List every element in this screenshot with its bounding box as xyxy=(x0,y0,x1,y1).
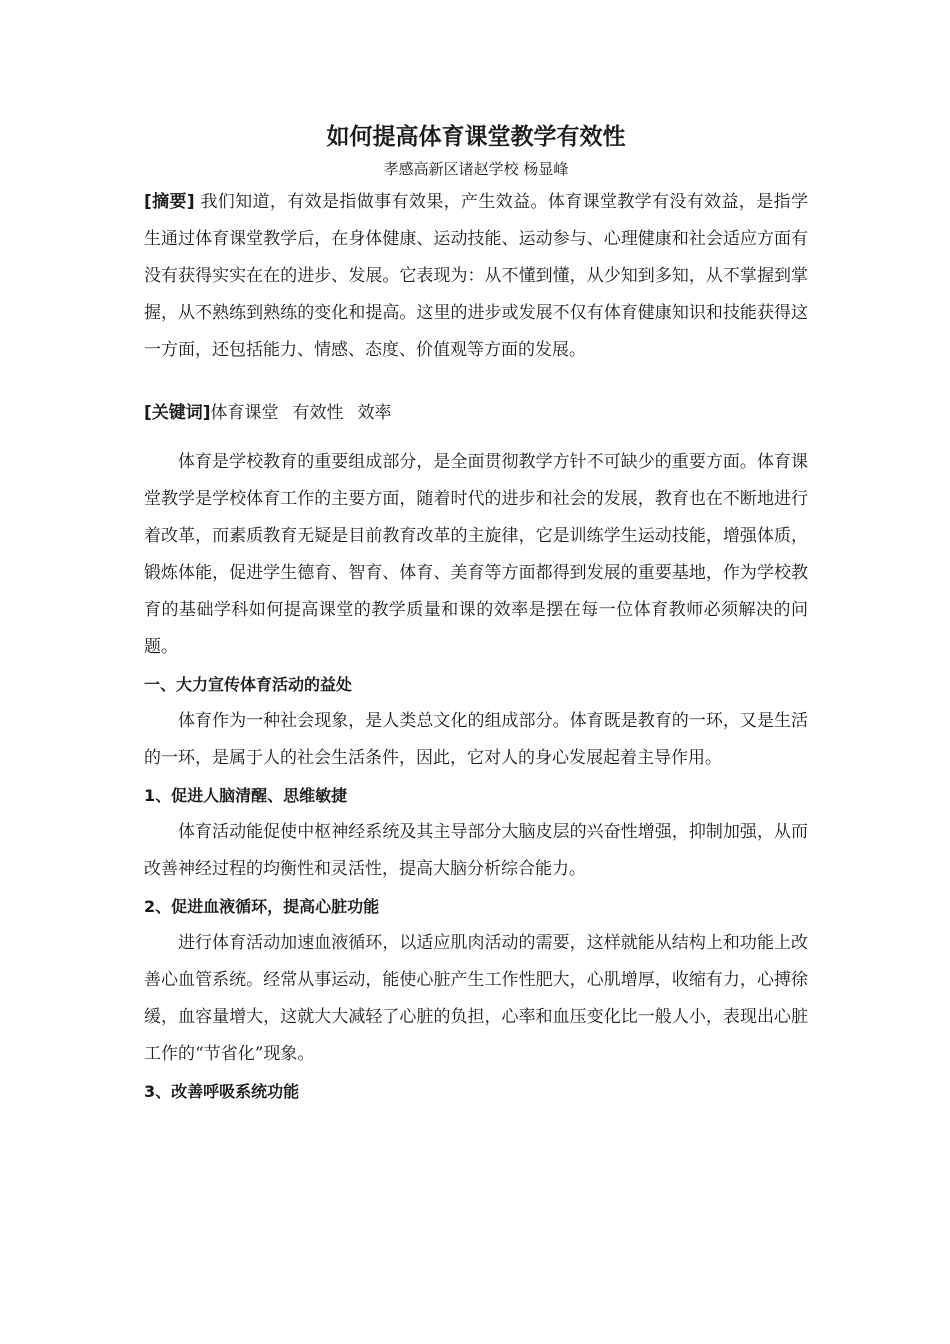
document-title: 如何提高体育课堂教学有效性 xyxy=(326,124,626,150)
keyword-item: 效率 xyxy=(357,403,392,423)
keyword-item: 体育课堂 xyxy=(210,403,279,423)
section-heading: 一、大力宣传体育活动的益处 xyxy=(144,675,353,694)
subsection-paragraph: 进行体育活动加速血液循环，以适应肌肉活动的需要，这样就能从结构上和功能上改善心血管系统。经常从事运动，能使心脏产生工作性肥大，心肌增厚，收缩有力，心搏徐缓，血容量增大，这就大大减轻了心脏的负担，心率和血压变化比一般人小，表现出心脏工作的“节省化”现象。 xyxy=(144,933,808,1064)
abstract-label: [摘要] xyxy=(144,192,195,212)
section-paragraph: 体育作为一种社会现象，是人类总文化的组成部分。体育既是教育的一环，又是生活的一环，是属于人的社会生活条件，因此，它对人的身心发展起着主导作用。 xyxy=(144,711,808,768)
spacer xyxy=(144,369,808,395)
subsection-heading: 1、促进人脑清醒、思维敏捷 xyxy=(144,786,348,805)
intro-paragraph: 体育是学校教育的重要组成部分，是全面贯彻教学方针不可缺少的重要方面。体育课堂教学是学校体育工作的主要方面，随着时代的进步和社会的发展，教育也在不断地进行着改革，而素质教育无疑是目前教育改革的主旋律，它是训练学生运动技能，增强体质，锻炼体能，促进学生德育、智育、体育、美育等方面都得到发展的重要基地，作为学校教育的基础学科如何提高课堂的教学质量和课的效率是摆在每一位体育教师必须解决的问题。 xyxy=(144,452,808,657)
abstract-paragraph xyxy=(144,184,808,369)
author-line: 孝感高新区诸赵学校 杨显峰 xyxy=(383,160,569,178)
subsection-heading: 3、改善呼吸系统功能 xyxy=(144,1082,300,1101)
subsection-paragraph: 体育活动能促使中枢神经系统及其主导部分大脑皮层的兴奋性增强，抑制加强，从而改善神经过程的均衡性和灵活性，提高大脑分析综合能力。 xyxy=(144,822,808,879)
subsection-heading: 2、促进血液循环，提高心脏功能 xyxy=(144,897,380,916)
keywords-label: [关键词] xyxy=(144,403,211,423)
document-body xyxy=(144,118,808,1110)
spacer xyxy=(144,432,808,444)
keyword-item: 有效性 xyxy=(292,403,344,423)
abstract-text: 我们知道，有效是指做事有效果，产生效益。体育课堂教学有没有效益，是指学生通过体育课堂教学后，在身体健康、运动技能、运动参与、心理健康和社会适应方面有没有获得实实在在的进步、发展。它表现为：从不懂到懂，从少知到多知，从不掌握到掌握，从不熟练到熟练的变化和提高。这里的进步或发展不仅有体育健康知识和技能获得这一方面，还包括能力、情感、态度、价值观等方面的发展。 xyxy=(144,192,809,360)
keywords-line xyxy=(144,395,808,432)
